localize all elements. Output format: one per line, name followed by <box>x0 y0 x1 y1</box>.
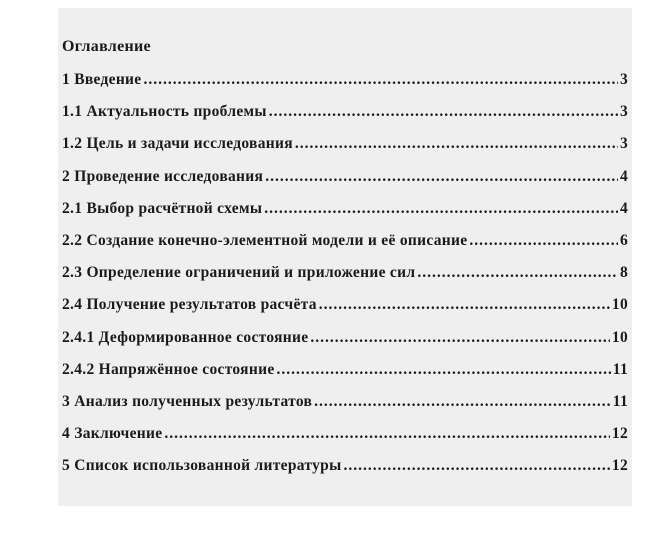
toc-entry-label: 5 Список использованной литературы <box>62 457 342 475</box>
toc-entry-label: 2.3 Определение ограничений и приложение сил <box>62 264 416 282</box>
toc-page-number: 6 <box>619 231 628 249</box>
toc-page-number: 10 <box>611 296 628 314</box>
toc-page-number: 12 <box>611 425 628 443</box>
toc-entry-label: 2 Проведение исследования <box>62 167 264 185</box>
toc-entry-label: 1 Введение <box>62 71 142 88</box>
toc-dot-leader <box>310 329 609 347</box>
toc-entry[interactable] <box>62 393 628 425</box>
toc-dot-leader <box>265 168 618 186</box>
toc-page-number: 10 <box>611 328 628 346</box>
toc-entry-label: 2.1 Выбор расчётной схемы <box>62 199 263 217</box>
toc-page-number: 11 <box>612 392 628 410</box>
toc-dot-leader <box>143 71 617 89</box>
toc-title: Оглавление <box>62 38 151 55</box>
toc-entry-label: 3 Анализ полученных результатов <box>62 392 313 410</box>
toc-entry[interactable] <box>62 232 628 264</box>
toc-dot-leader <box>319 296 610 314</box>
toc-entry-label: 1.1 Актуальность проблемы <box>62 103 267 121</box>
toc-dot-leader <box>295 135 618 153</box>
toc-entry[interactable] <box>62 168 628 200</box>
toc-entry[interactable] <box>62 71 628 103</box>
toc-entry-label: 2.4.2 Напряжённое состояние <box>62 360 275 378</box>
toc-dot-leader <box>264 200 618 218</box>
toc-dot-leader <box>164 425 609 443</box>
toc-entry-label: 2.4 Получение результатов расчёта <box>62 296 317 314</box>
toc-entry[interactable] <box>62 329 628 361</box>
toc-entry[interactable] <box>62 296 628 328</box>
toc-entry-label: 1.2 Цель и задачи исследования <box>62 135 293 153</box>
toc-page-number: 4 <box>619 167 628 185</box>
toc-dot-leader <box>344 457 610 475</box>
toc-dot-leader <box>269 103 618 121</box>
toc-page-number: 3 <box>619 103 628 121</box>
toc-dot-leader <box>417 264 618 282</box>
toc-page-number: 3 <box>619 135 628 153</box>
toc-dot-leader <box>277 361 611 379</box>
toc-entry[interactable] <box>62 103 628 135</box>
toc-page-number: 8 <box>619 264 628 282</box>
toc-entry[interactable] <box>62 135 628 167</box>
toc-entry-label: 4 Заключение <box>62 425 163 443</box>
toc-dot-leader <box>469 232 618 250</box>
toc-entry[interactable] <box>62 264 628 296</box>
toc-entry[interactable] <box>62 425 628 457</box>
toc-entry[interactable] <box>62 200 628 232</box>
table-of-contents <box>62 71 628 489</box>
toc-entry[interactable] <box>62 457 628 489</box>
toc-page-number: 3 <box>619 71 628 88</box>
toc-page-number: 12 <box>611 457 628 475</box>
toc-entry-label: 2.2 Создание конечно-элементной модели и её описание <box>62 231 468 249</box>
toc-page-number: 11 <box>612 360 628 378</box>
toc-dot-leader <box>314 393 611 411</box>
toc-page-number: 4 <box>619 199 628 217</box>
toc-entry[interactable] <box>62 361 628 393</box>
toc-entry-label: 2.4.1 Деформированное состояние <box>62 328 309 346</box>
